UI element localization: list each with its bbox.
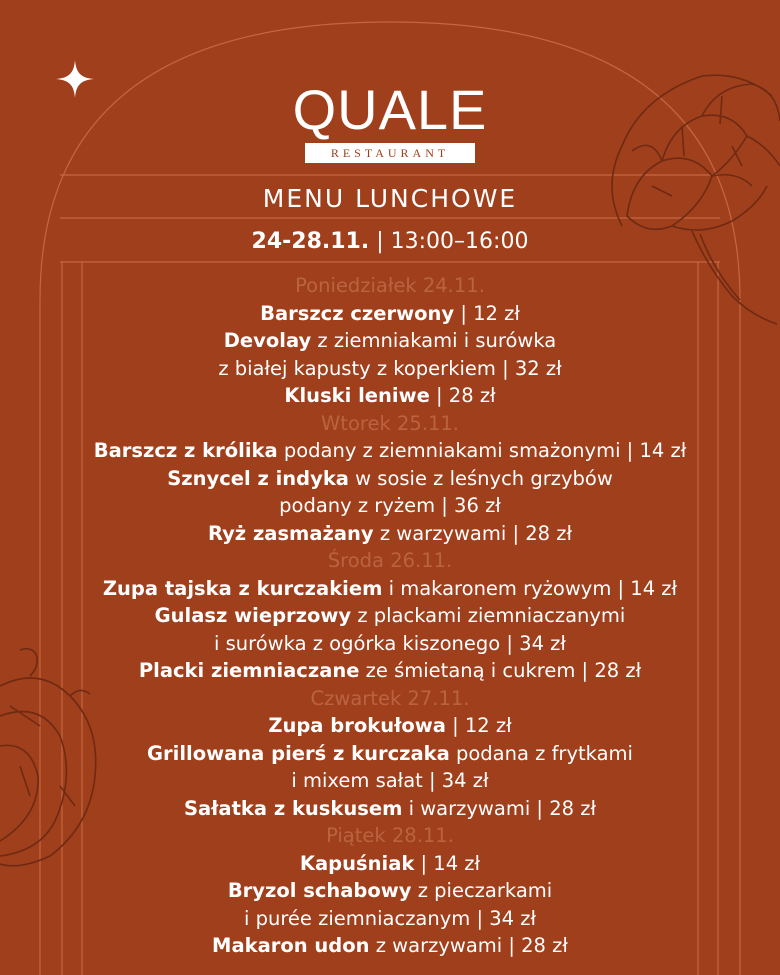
day-label: Poniedziałek 24.11. — [295, 274, 485, 297]
dish-details: | 28 zł — [429, 384, 496, 407]
dish-details: | 12 zł — [454, 301, 520, 325]
menu-item-line — [0, 877, 780, 905]
dish-details: | 14 zł — [414, 851, 481, 875]
brand-subtitle: RESTAURANT — [305, 143, 475, 163]
date-range-days: 24-28.11. — [251, 229, 370, 254]
dish-name: Bryzol schabowy — [227, 879, 412, 902]
menu-item-line — [0, 327, 780, 355]
day-label: Czwartek 27.11. — [310, 686, 470, 710]
day-label: Piątek 28.11. — [326, 824, 454, 847]
dish-details: | 12 zł — [445, 714, 512, 737]
dish-details: z warzywami | 28 zł — [369, 934, 568, 957]
menu-item-line — [0, 492, 780, 520]
dish-name: Ryż zasmażany — [207, 521, 374, 545]
dish-details: z warzywami | 28 zł — [373, 521, 573, 545]
dish-details: i warzywami | 28 zł — [402, 796, 596, 820]
menu-item-line — [0, 905, 780, 933]
dish-details: i mixem sałat | 34 zł — [291, 769, 489, 792]
dish-details: i purée ziemniaczanym | 34 zł — [243, 906, 537, 930]
dish-details: podana z frytkami — [449, 741, 633, 765]
dish-details: z plackami ziemniaczanymi — [351, 604, 626, 627]
dish-details: ze śmietaną i cukrem | 28 zł — [359, 659, 642, 682]
date-separator: | — [369, 229, 391, 254]
dish-details: z białej kapusty z koperkiem | 32 zł — [218, 356, 562, 380]
day-label: Wtorek 25.11. — [321, 411, 459, 435]
dish-name: Sałatka z kuskusem — [183, 796, 403, 820]
menu-item-line — [0, 465, 780, 493]
dish-details: z ziemniakami i surówka — [311, 329, 557, 352]
menu-item-line — [0, 382, 780, 410]
menu-item-line — [0, 712, 780, 740]
page-title: MENU LUNCHOWE — [262, 184, 518, 213]
menu-item-line — [0, 602, 780, 630]
menu-item-line — [0, 520, 780, 548]
menu-item-line — [0, 932, 780, 960]
dish-name: Placki ziemniaczane — [138, 659, 360, 682]
dish-name: Zupa tajska z kurczakiem — [102, 576, 383, 600]
dish-details: z pieczarkami — [411, 879, 553, 902]
dish-details: podany z ryżem | 36 zł — [279, 494, 501, 517]
menu-item-line — [0, 575, 780, 603]
dish-details: i surówka z ogórka kiszonego | 34 zł — [214, 631, 566, 655]
dish-name: Devolay — [223, 329, 312, 352]
dish-name: Zupa brokułowa — [268, 714, 446, 737]
menu-item-line — [0, 850, 780, 878]
menu-item-line — [0, 740, 780, 768]
dish-details: w sosie z leśnych grzybów — [348, 466, 613, 490]
dish-name: Barszcz z królika — [93, 439, 278, 462]
date-range — [0, 226, 780, 258]
dish-name: Gulasz wieprzowy — [154, 604, 352, 627]
menu-item-line — [0, 657, 780, 685]
menu-item-line — [0, 630, 780, 658]
dish-details: i makaronem ryżowym | 14 zł — [382, 576, 678, 600]
dish-name: Sznycel z indyka — [167, 466, 349, 490]
menu-item-line — [0, 300, 780, 328]
day-label: Środa 26.11. — [327, 549, 453, 572]
dish-name: Grillowana pierś z kurczaka — [147, 741, 450, 765]
dish-name: Kluski leniwe — [284, 384, 430, 407]
brand-logo: QUALE — [292, 78, 488, 141]
lunch-hours: 13:00–16:00 — [390, 229, 529, 254]
dish-name: Barszcz czerwony — [260, 301, 455, 325]
dish-name: Makaron udon — [212, 934, 370, 957]
menu-item-line — [0, 795, 780, 823]
dish-details: podany z ziemniakami smażonymi | 14 zł — [277, 439, 687, 462]
dish-name: Kapuśniak — [299, 851, 415, 875]
menu-item-line — [0, 355, 780, 383]
menu-item-line — [0, 437, 780, 465]
menu-item-line — [0, 767, 780, 795]
menu-list — [0, 272, 780, 960]
